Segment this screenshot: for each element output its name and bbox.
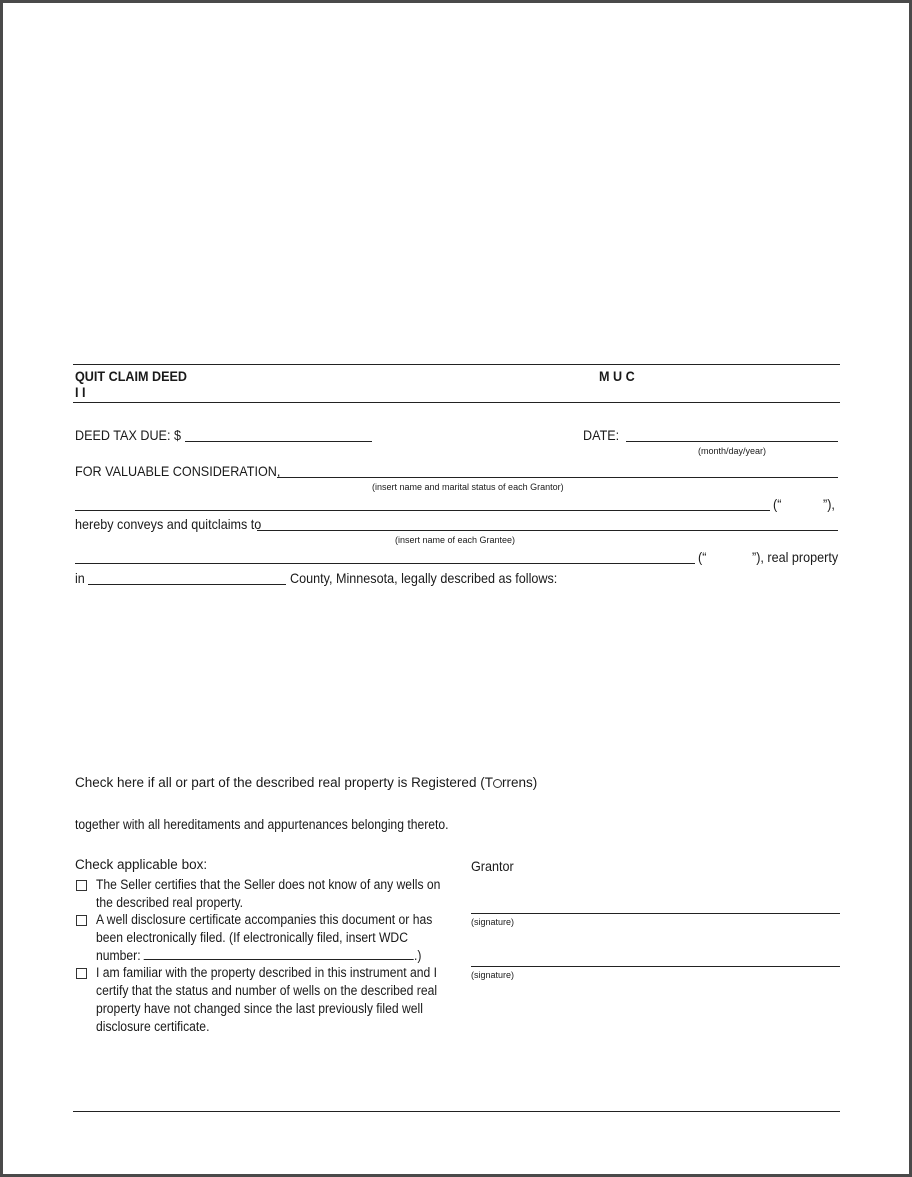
checklist-heading: Check applicable box: [75, 857, 208, 872]
footer-rule [73, 1111, 840, 1112]
wdc-number-field[interactable] [144, 947, 414, 960]
grantor-quote-close: ”), [823, 496, 835, 512]
signature-hint-1: (signature) [471, 917, 515, 927]
grantee-hint: (insert name of each Grantee) [395, 535, 516, 545]
signature-hint-2: (signature) [471, 970, 515, 980]
grantor-signature-line-1[interactable] [471, 913, 840, 914]
grantee-quote-open: (“ [698, 549, 707, 565]
deed-subtitle: I I [75, 384, 86, 400]
grantee-name-field-continued[interactable] [75, 563, 695, 564]
grantee-quote-close: ”), real property [752, 549, 839, 565]
grantor-label: Grantor [471, 858, 514, 874]
county-prefix: in [75, 570, 85, 586]
grantor-signature-line-2[interactable] [471, 966, 840, 967]
deed-title: QUIT CLAIM DEED [75, 368, 188, 384]
grantee-name-field[interactable] [257, 530, 838, 531]
checkbox-well-certificate[interactable] [76, 915, 87, 926]
well-certificate-text: A well disclosure certificate accompanies this document or has been electronically filed. (If electronically filed, insert WDC number: [96, 912, 433, 963]
hereditaments-text: together with all hereditaments and appurtenances belonging thereto. [75, 817, 449, 832]
checkbox-no-wells[interactable] [76, 880, 87, 891]
grantor-name-field[interactable] [277, 477, 838, 478]
county-suffix: County, Minnesota, legally described as follows: [290, 570, 558, 586]
consideration-label: FOR VALUABLE CONSIDERATION, [75, 463, 281, 479]
header-top-rule [73, 364, 840, 365]
form-code: M U C [599, 368, 635, 384]
grantor-name-field-continued[interactable] [75, 510, 770, 511]
grantor-hint: (insert name and marital status of each Grantor) [372, 482, 564, 492]
deed-tax-field[interactable] [185, 441, 372, 442]
date-field[interactable] [626, 441, 838, 442]
date-label: DATE: [583, 427, 620, 443]
deed-tax-label: DEED TAX DUE: $ [75, 427, 181, 443]
grantor-quote-open: (“ [773, 496, 782, 512]
legal-description-area[interactable] [75, 595, 838, 765]
county-field[interactable] [88, 584, 286, 585]
torrens-checkbox-icon[interactable] [493, 779, 502, 788]
checklist-item-no-wells: The Seller certifies that the Seller does not know of any wells on the described real property. [96, 877, 441, 910]
header-bottom-rule [73, 402, 840, 403]
torrens-text: Check here if all or part of the described real property is Registered (T [75, 775, 493, 790]
date-hint: (month/day/year) [698, 446, 767, 456]
torrens-text-end: rrens) [501, 775, 538, 790]
checkbox-familiar-with-property[interactable] [76, 968, 87, 979]
conveys-label: hereby conveys and quitclaims to [75, 516, 262, 532]
torrens-statement [75, 775, 537, 790]
wdc-number-end: .) [413, 948, 422, 963]
checklist-item-well-certificate [96, 911, 443, 965]
checklist-item-familiar: I am familiar with the property described in this instrument and I certify that the status and number of wells on the described real property have not changed since the last previously filed well disclosure certificate. [96, 965, 438, 1034]
